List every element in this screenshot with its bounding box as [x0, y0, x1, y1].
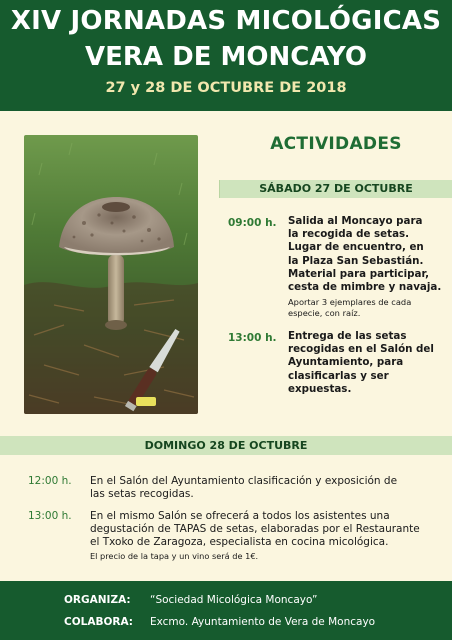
- organiza-value: “Sociedad Micológica Moncayo”: [150, 594, 318, 606]
- event-line: el Txoko de Zaragoza, especialista en cocina micológica.: [90, 536, 389, 548]
- event-line: la recogida de setas.: [288, 228, 410, 241]
- event-line: En el mismo Salón se ofrecerá a todos los asistentes una: [90, 510, 390, 522]
- colabora-label: COLABORA:: [64, 616, 133, 628]
- event-description: [288, 215, 448, 294]
- event-time: 12:00 h.: [28, 475, 72, 487]
- title-line-1: XIV JORNADAS MICOLÓGICAS: [10, 6, 442, 36]
- organiza-label: ORGANIZA:: [64, 594, 131, 606]
- title-line-2: VERA DE MONCAYO: [85, 42, 367, 72]
- event-line: Ayuntamiento, para: [288, 356, 404, 369]
- event-time: 13:00 h.: [28, 510, 72, 522]
- event-line: las setas recogidas.: [90, 488, 194, 500]
- event-line: expuestas.: [288, 382, 352, 395]
- note-line: especie, con raíz.: [288, 308, 361, 318]
- event-line: cesta de mimbre y navaja.: [288, 281, 442, 294]
- event-time: 09:00 h.: [228, 217, 277, 229]
- activities-heading: ACTIVIDADES: [270, 134, 402, 154]
- event-line: recogidas en el Salón del: [288, 343, 434, 356]
- event-line: la Plaza San Sebastián.: [288, 254, 424, 267]
- event-note: El precio de la tapa y un vino será de 1€.: [90, 551, 259, 561]
- header-banner: [0, 0, 452, 111]
- event-line: Lugar de encuentro, en: [288, 241, 424, 254]
- event-line: Entrega de las setas: [288, 330, 407, 342]
- event-line: Material para participar,: [288, 267, 429, 280]
- colabora-value: Excmo. Ayuntamiento de Vera de Moncayo: [150, 616, 376, 628]
- footer-banner: [0, 581, 452, 640]
- event-note: [288, 297, 448, 319]
- event-dates: 27 y 28 DE OCTUBRE DE 2018: [105, 80, 347, 96]
- sunday-heading: DOMINGO 28 DE OCTUBRE: [0, 436, 452, 455]
- event-line: clasificarlas y ser: [288, 369, 389, 382]
- note-line: Aportar 3 ejemplares de cada: [288, 297, 412, 307]
- event-description: [288, 330, 448, 396]
- event-description: [90, 510, 445, 549]
- saturday-heading: SÁBADO 27 DE OCTUBRE: [219, 180, 452, 198]
- event-line: En el Salón del Ayuntamiento clasificación y exposición de: [90, 475, 398, 487]
- event-description: [90, 475, 445, 501]
- event-line: Salida al Moncayo para: [288, 215, 423, 227]
- mushroom-photo: [24, 135, 198, 414]
- event-line: degustación de TAPAS de setas, elaboradas por el Restaurante: [90, 523, 420, 535]
- event-time: 13:00 h.: [228, 332, 277, 344]
